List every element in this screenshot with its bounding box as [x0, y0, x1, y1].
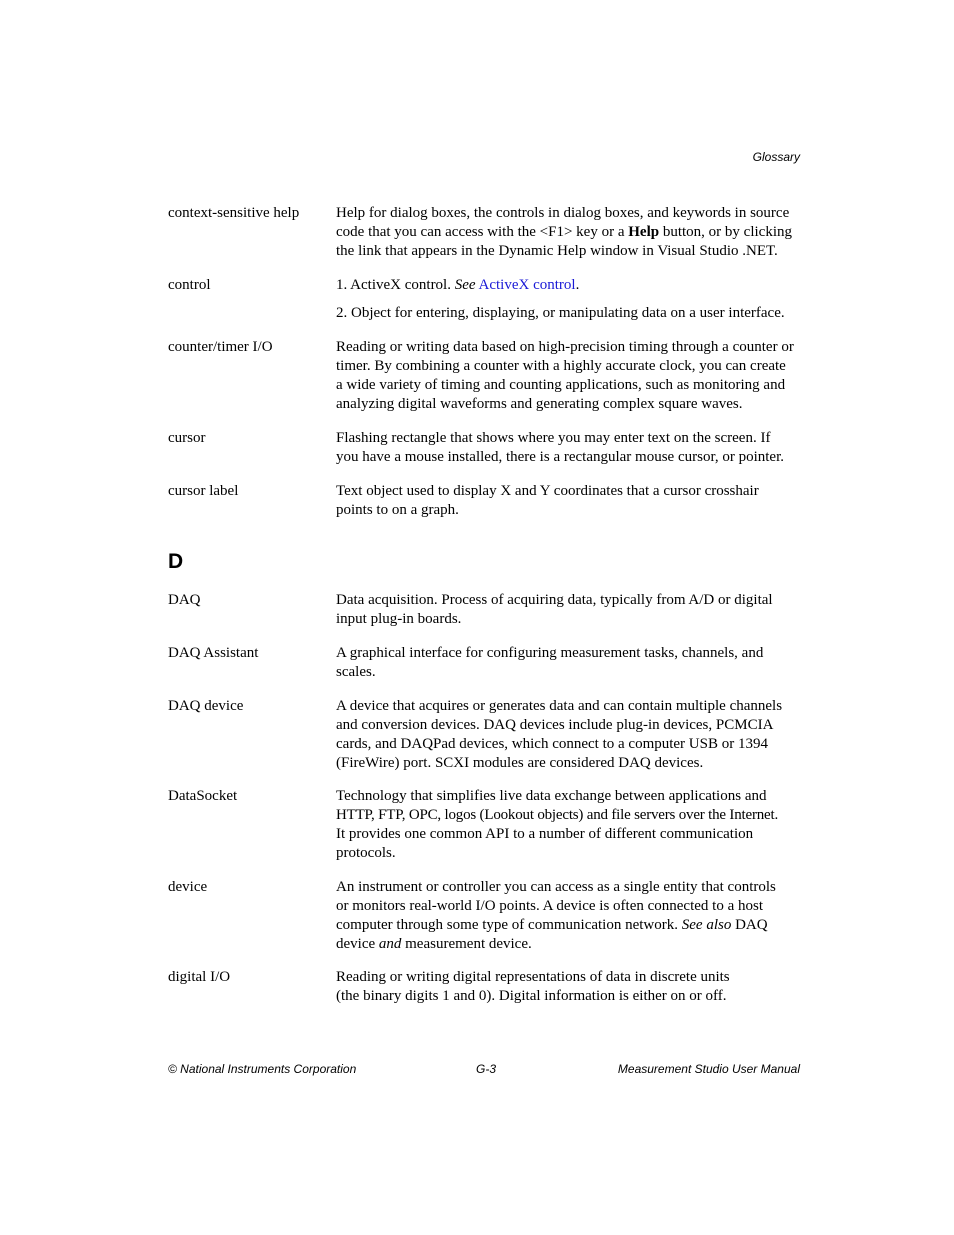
glossary-term: control — [168, 277, 211, 293]
glossary-term: DataSocket — [168, 788, 238, 804]
glossary-term: DAQ — [168, 592, 201, 608]
definition-line: computer through some type of communication network. See also DAQ — [336, 917, 768, 933]
definition-line: you have a mouse installed, there is a rectangular mouse cursor, or pointer. — [336, 449, 785, 465]
definition-line: scales. — [336, 664, 376, 680]
definition-line: code that you can access with the <F1> key or a Help button, or by clicking — [336, 224, 792, 240]
glossary-definition — [336, 644, 802, 682]
glossary-term: cursor — [168, 430, 206, 446]
definition-line: a wide variety of timing and counting applications, such as monitoring and — [336, 377, 786, 393]
glossary-term: DAQ device — [168, 698, 244, 714]
definition-line: Flashing rectangle that shows where you may enter text on the screen. If — [336, 430, 771, 446]
definition-line: input plug-in boards. — [336, 611, 462, 627]
glossary-definition — [336, 276, 802, 323]
glossary-definition — [336, 338, 802, 414]
definition-line: An instrument or controller you can access as a single entity that controls — [336, 879, 776, 895]
definition-line: A device that acquires or generates data and can contain multiple channels — [336, 698, 783, 714]
definition-line: cards, and DAQPad devices, which connect to a computer USB or 1394 — [336, 736, 768, 752]
definition-line: Reading or writing data based on high-precision timing through a counter or — [336, 339, 794, 355]
definition-line: the link that appears in the Dynamic Help window in Visual Studio .NET. — [336, 243, 778, 259]
glossary-definition — [336, 697, 802, 773]
definition-line: device and measurement device. — [336, 936, 532, 952]
definition-line: timer. By combining a counter with a highly accurate clock, you can create — [336, 358, 786, 374]
definition-line: (FireWire) port. SCXI modules are considered DAQ devices. — [336, 755, 704, 771]
glossary-definition — [336, 787, 802, 863]
glossary-term: counter/timer I/O — [168, 339, 273, 355]
definition-line: HTTP, FTP, OPC, logos (Lookout objects) and file servers over the Internet. — [336, 807, 779, 823]
definition-line: Data acquisition. Process of acquiring data, typically from A/D or digital — [336, 592, 773, 608]
footer-copyright: © National Instruments Corporation — [168, 1062, 357, 1076]
glossary-definition — [336, 429, 802, 467]
glossary-definition — [336, 968, 802, 1006]
glossary-definition — [336, 482, 802, 520]
section-heading: D — [168, 550, 184, 573]
definition-line: and conversion devices. DAQ devices include plug-in devices, PCMCIA — [336, 717, 774, 733]
definition-line: points to on a graph. — [336, 502, 459, 518]
footer-manual-title: Measurement Studio User Manual — [617, 1062, 800, 1076]
glossary-term: cursor label — [168, 483, 239, 499]
glossary-definition — [336, 204, 802, 261]
glossary-term: digital I/O — [168, 969, 231, 985]
definition-line: protocols. — [336, 845, 396, 861]
glossary-definition — [336, 878, 802, 954]
definition-line: Help for dialog boxes, the controls in dialog boxes, and keywords in source — [336, 205, 790, 221]
running-head: Glossary — [752, 150, 800, 164]
definition-line: Technology that simplifies live data exchange between applications and — [336, 788, 767, 804]
definition-line: 2. Object for entering, displaying, or manipulating data on a user interface. — [336, 305, 785, 321]
help-button-reference: Help — [628, 224, 660, 240]
definition-line: A graphical interface for configuring measurement tasks, channels, and — [336, 645, 764, 661]
glossary-term: context-sensitive help — [168, 205, 300, 221]
definition-line: It provides one common API to a number of different communication — [336, 826, 754, 842]
glossary-term: device — [168, 879, 208, 895]
definition-line: Text object used to display X and Y coordinates that a cursor crosshair — [336, 483, 759, 499]
activex-control-link[interactable]: ActiveX control — [478, 277, 576, 293]
definition-line: Reading or writing digital representations of data in discrete units — [336, 969, 730, 985]
definition-line: (the binary digits 1 and 0). Digital information is either on or off. — [336, 988, 727, 1004]
definition-line: 1. ActiveX control. See ActiveX control. — [336, 277, 580, 293]
glossary-definition — [336, 591, 802, 629]
definition-line: or monitors real-world I/O points. A device is often connected to a host — [336, 898, 763, 914]
definition-line: analyzing digital waveforms and generating complex square waves. — [336, 396, 743, 412]
footer-page-number: G-3 — [476, 1062, 497, 1076]
glossary-term: DAQ Assistant — [168, 645, 259, 661]
